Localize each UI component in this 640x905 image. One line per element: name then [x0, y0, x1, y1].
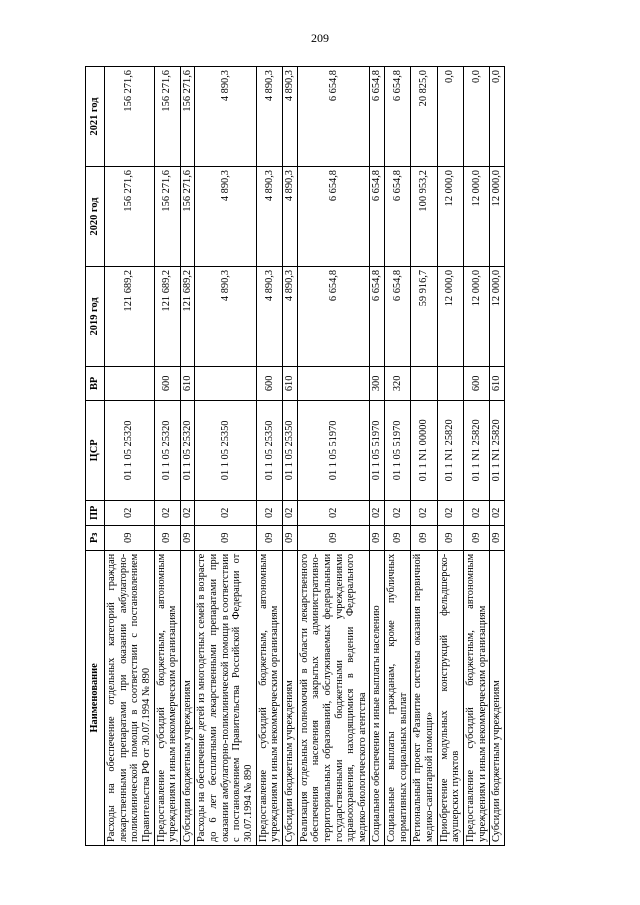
- table-row: [297, 67, 370, 846]
- cell-csr: 01 1 05 51970: [370, 400, 385, 500]
- page-number: 209: [311, 31, 329, 45]
- cell-vr: [437, 366, 463, 400]
- cell-vr: 610: [180, 366, 195, 400]
- cell-name: Субсидии бюджетным учреждениям: [282, 550, 297, 845]
- cell-name: Расходы на обеспечение отдельных категорий граждан лекарственными препаратами при оказании амбулаторно-поликлинической помощи в соответствии с постановлением Правительства РФ от 30.07.1994 № 890: [105, 550, 155, 845]
- cell-rz: 09: [385, 525, 411, 550]
- cell-pr: 02: [385, 500, 411, 525]
- cell-pr: 02: [105, 500, 155, 525]
- cell-csr: 01 1 05 51970: [297, 400, 370, 500]
- cell-name: Приобретение модульных конструкций фельдшерско-акушерских пунктов: [437, 550, 463, 845]
- col-header-2021: 2021 год: [86, 67, 105, 167]
- cell-vr: 600: [154, 366, 180, 400]
- cell-rz: 09: [437, 525, 463, 550]
- cell-2020: 4 890,3: [282, 167, 297, 267]
- cell-vr: 600: [463, 366, 489, 400]
- table-row: [463, 67, 489, 846]
- table-row: [256, 67, 282, 846]
- cell-2020: 4 890,3: [195, 167, 256, 267]
- cell-csr: 01 1 05 25350: [256, 400, 282, 500]
- cell-2019: 6 654,8: [370, 266, 385, 366]
- cell-csr: 01 1 05 25320: [154, 400, 180, 500]
- cell-2019: 4 890,3: [195, 266, 256, 366]
- col-header-2020: 2020 год: [86, 167, 105, 267]
- cell-2021: 6 654,8: [385, 67, 411, 167]
- table-row: [437, 67, 463, 846]
- cell-name: Предоставление субсидий бюджетным, автономным учреждениям и иным некоммерческим организациям: [256, 550, 282, 845]
- cell-2020: 6 654,8: [370, 167, 385, 267]
- cell-name: Предоставление субсидий бюджетным, автономным учреждениям и иным некоммерческим организациям: [154, 550, 180, 845]
- cell-2021: 0,0: [490, 67, 505, 167]
- cell-name: Региональный проект «Развитие системы оказания первичной медико-санитарной помощи»: [411, 550, 437, 845]
- rotated-table-container: [85, 66, 575, 846]
- cell-pr: 02: [256, 500, 282, 525]
- cell-2020: 156 271,6: [180, 167, 195, 267]
- cell-csr: 01 1 05 25320: [180, 400, 195, 500]
- cell-pr: 02: [154, 500, 180, 525]
- cell-vr: [195, 366, 256, 400]
- cell-rz: 09: [195, 525, 256, 550]
- cell-vr: [297, 366, 370, 400]
- cell-2021: 4 890,3: [195, 67, 256, 167]
- cell-pr: 02: [195, 500, 256, 525]
- cell-name: Расходы на обеспечение детей из многодетных семей в возрасте до 6 лет бесплатными лекарственными препаратами при оказании амбулаторно-поликлинической помощи в соответствии с постановлением Правительства Российской Федерации от 30.07.1994 № 890: [195, 550, 256, 845]
- cell-2019: 6 654,8: [385, 266, 411, 366]
- cell-2020: 156 271,6: [154, 167, 180, 267]
- table-row: [370, 67, 385, 846]
- cell-2021: 6 654,8: [370, 67, 385, 167]
- cell-2020: 12 000,0: [463, 167, 489, 267]
- cell-vr: 300: [370, 366, 385, 400]
- cell-csr: 01 1 N1 25820: [437, 400, 463, 500]
- cell-2021: 6 654,8: [297, 67, 370, 167]
- budget-table: [85, 66, 505, 846]
- cell-2020: 6 654,8: [297, 167, 370, 267]
- table-row: [105, 67, 155, 846]
- col-header-vr: ВР: [86, 366, 105, 400]
- cell-2021: 0,0: [463, 67, 489, 167]
- cell-pr: 02: [437, 500, 463, 525]
- cell-pr: 02: [297, 500, 370, 525]
- table-row: [282, 67, 297, 846]
- cell-2019: 121 689,2: [180, 266, 195, 366]
- cell-csr: 01 1 05 25350: [195, 400, 256, 500]
- cell-2021: 156 271,6: [154, 67, 180, 167]
- cell-name: Реализация отдельных полномочий в области лекарственного обеспечения населения закрытых административно-территориальных образований, обслуживаемых федеральными государственными бюджетными учреждениями здравоохранения, находящимися в ведении Федерального медико-биологического агентства: [297, 550, 370, 845]
- table-row: [154, 67, 180, 846]
- table-row: [490, 67, 505, 846]
- cell-2019: 59 916,7: [411, 266, 437, 366]
- cell-2020: 100 953,2: [411, 167, 437, 267]
- cell-rz: 09: [154, 525, 180, 550]
- cell-2019: 4 890,3: [282, 266, 297, 366]
- cell-2021: 4 890,3: [256, 67, 282, 167]
- cell-pr: 02: [490, 500, 505, 525]
- cell-rz: 09: [370, 525, 385, 550]
- cell-rz: 09: [411, 525, 437, 550]
- cell-2019: 121 689,2: [154, 266, 180, 366]
- cell-vr: 610: [490, 366, 505, 400]
- cell-csr: 01 1 05 51970: [385, 400, 411, 500]
- cell-2021: 0,0: [437, 67, 463, 167]
- cell-2019: 6 654,8: [297, 266, 370, 366]
- cell-rz: 09: [297, 525, 370, 550]
- cell-2020: 4 890,3: [256, 167, 282, 267]
- cell-rz: 09: [180, 525, 195, 550]
- cell-vr: 610: [282, 366, 297, 400]
- col-header-pr: ПР: [86, 500, 105, 525]
- cell-2020: 12 000,0: [437, 167, 463, 267]
- cell-rz: 09: [282, 525, 297, 550]
- cell-2019: 12 000,0: [463, 266, 489, 366]
- table-header: [86, 67, 105, 846]
- cell-csr: 01 1 N1 00000: [411, 400, 437, 500]
- cell-2020: 6 654,8: [385, 167, 411, 267]
- table-body: [105, 67, 505, 846]
- cell-2019: 121 689,2: [105, 266, 155, 366]
- cell-csr: 01 1 N1 25820: [463, 400, 489, 500]
- cell-pr: 02: [180, 500, 195, 525]
- col-header-name: Наименование: [86, 550, 105, 845]
- table-row: [411, 67, 437, 846]
- cell-vr: [105, 366, 155, 400]
- table-row: [180, 67, 195, 846]
- cell-name: Социальное обеспечение и иные выплаты населению: [370, 550, 385, 845]
- table-row: [385, 67, 411, 846]
- cell-pr: 02: [463, 500, 489, 525]
- cell-rz: 09: [463, 525, 489, 550]
- cell-csr: 01 1 N1 25820: [490, 400, 505, 500]
- cell-rz: 09: [256, 525, 282, 550]
- cell-name: Субсидии бюджетным учреждениям: [180, 550, 195, 845]
- cell-2021: 156 271,6: [180, 67, 195, 167]
- col-header-rz: Рз: [86, 525, 105, 550]
- cell-rz: 09: [490, 525, 505, 550]
- cell-csr: 01 1 05 25350: [282, 400, 297, 500]
- cell-2021: 4 890,3: [282, 67, 297, 167]
- cell-2020: 12 000,0: [490, 167, 505, 267]
- cell-2020: 156 271,6: [105, 167, 155, 267]
- col-header-2019: 2019 год: [86, 266, 105, 366]
- table-row: [195, 67, 256, 846]
- cell-rz: 09: [105, 525, 155, 550]
- cell-vr: 600: [256, 366, 282, 400]
- cell-csr: 01 1 05 25320: [105, 400, 155, 500]
- cell-vr: 320: [385, 366, 411, 400]
- cell-2021: 156 271,6: [105, 67, 155, 167]
- rotated-page-area: [85, 66, 575, 846]
- cell-2019: 12 000,0: [437, 266, 463, 366]
- cell-name: Социальные выплаты гражданам, кроме публичных нормативных социальных выплат: [385, 550, 411, 845]
- cell-pr: 02: [411, 500, 437, 525]
- cell-pr: 02: [370, 500, 385, 525]
- cell-2019: 12 000,0: [490, 266, 505, 366]
- cell-pr: 02: [282, 500, 297, 525]
- cell-name: Предоставление субсидий бюджетным, автономным учреждениям и иным некоммерческим организациям: [463, 550, 489, 845]
- cell-2021: 20 825,0: [411, 67, 437, 167]
- cell-2019: 4 890,3: [256, 266, 282, 366]
- cell-name: Субсидии бюджетным учреждениям: [490, 550, 505, 845]
- col-header-csr: ЦСР: [86, 400, 105, 500]
- cell-vr: [411, 366, 437, 400]
